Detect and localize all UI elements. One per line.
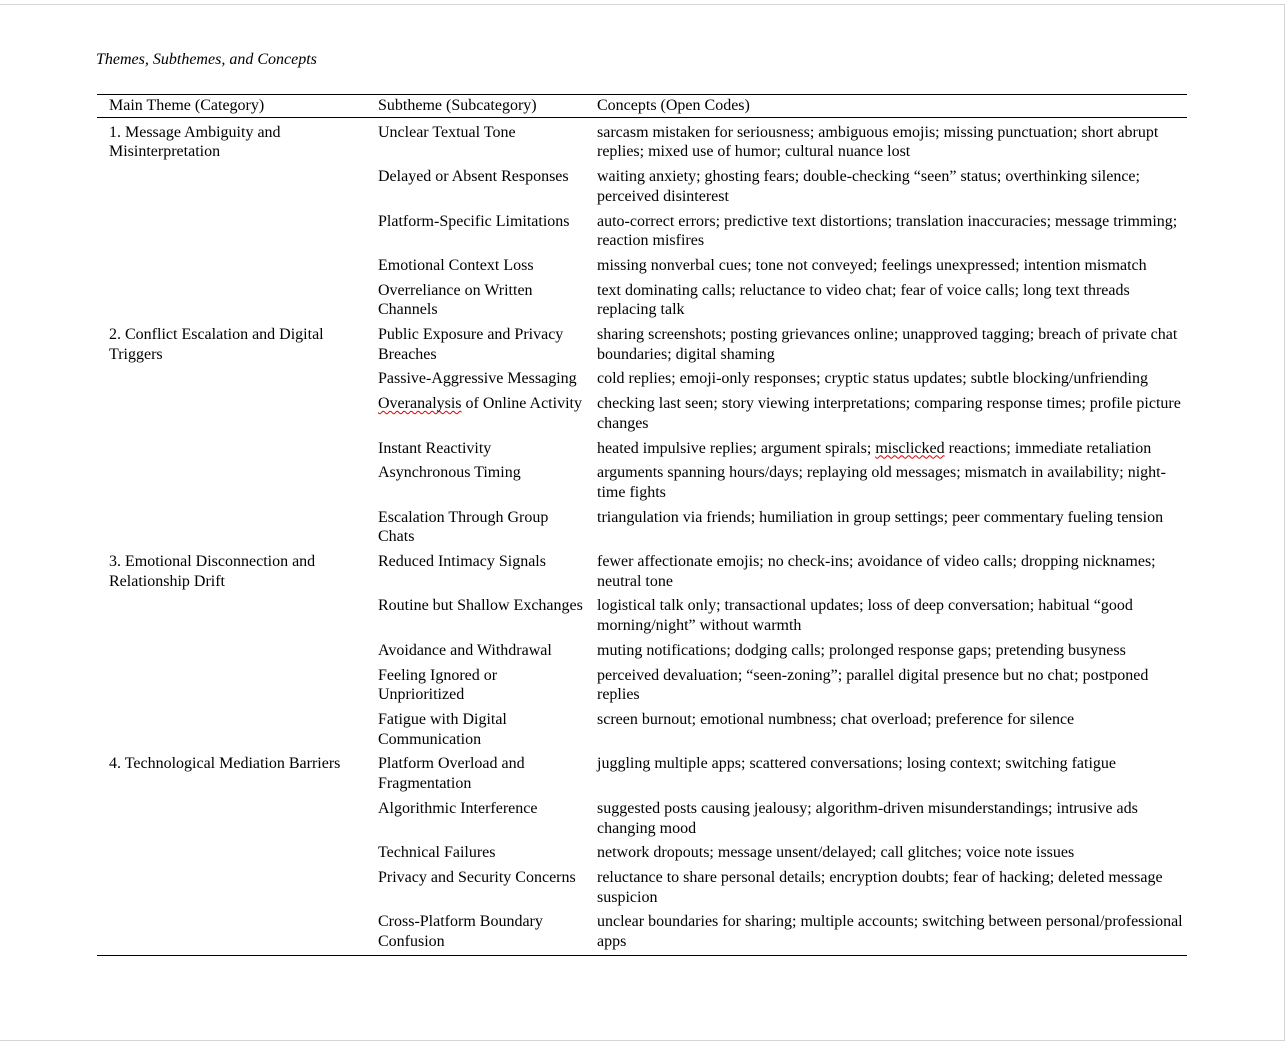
col-header-main-theme: Main Theme (Category) (109, 97, 265, 114)
concepts-cell: suggested posts causing jealousy; algorithm-driven misunderstandings; intrusive ads changing mood (597, 799, 1138, 837)
concepts-cell: cold replies; emoji-only responses; cryptic status updates; subtle blocking/unfriending (597, 370, 1148, 388)
main-theme-cell (97, 907, 366, 955)
concepts-cell: auto-correct errors; predictive text distortions; translation inaccuracies; message trimming; reaction misfires (597, 212, 1178, 250)
misspelled-word: misclicked (875, 439, 945, 457)
main-theme-cell: 4. Technological Mediation Barriers (109, 755, 341, 773)
concepts-cell: missing nonverbal cues; tone not conveyed; feelings unexpressed; intention mismatch (597, 256, 1147, 274)
main-theme-cell: 1. Message Ambiguity and Misinterpretation (109, 123, 281, 161)
subtheme-cell: Instant Reactivity (378, 439, 492, 457)
main-theme-cell (97, 251, 366, 276)
main-theme-cell: 3. Emotional Disconnection and Relationship Drift (109, 553, 316, 590)
table-row (97, 434, 1187, 459)
main-theme-cell (97, 162, 366, 206)
concepts-cell: network dropouts; message unsent/delayed; call glitches; voice note issues (597, 844, 1075, 862)
concepts-cell: sharing screenshots; posting grievances online; unapproved tagging; breach of private chat boundaries; digital shaming (597, 326, 1178, 363)
table-row (97, 162, 1187, 206)
subtheme-cell: Passive-Aggressive Messaging (378, 370, 577, 388)
concepts-cell: checking last seen; story viewing interpretations; comparing response times; profile picture changes (597, 395, 1181, 432)
subtheme-cell: Avoidance and Withdrawal (378, 641, 552, 659)
table-row (97, 389, 1187, 433)
col-header-concepts: Concepts (Open Codes) (597, 97, 750, 114)
subtheme-cell: Platform Overload and Fragmentation (378, 755, 525, 793)
concepts-cell: muting notifications; dodging calls; prolonged response gaps; pretending busyness (597, 641, 1126, 659)
table-row (97, 547, 1187, 591)
concepts-cell: screen burnout; emotional numbness; chat overload; preference for silence (597, 710, 1075, 728)
main-theme-cell (97, 434, 366, 459)
subtheme-cell: Delayed or Absent Responses (378, 168, 569, 186)
subtheme-cell: Escalation Through Group Chats (378, 508, 549, 546)
main-theme-cell (97, 207, 366, 251)
subtheme-cell: Platform-Specific Limitations (378, 212, 570, 230)
document-page (0, 4, 1285, 1041)
concepts-cell: logistical talk only; transactional updates; loss of deep conversation; habitual “good morning/night” without warmth (597, 597, 1133, 635)
subtheme-cell: Reduced Intimacy Signals (378, 553, 546, 571)
table-row (97, 320, 1187, 364)
subtheme-cell: Cross-Platform Boundary Confusion (378, 913, 543, 951)
table-body (97, 117, 1187, 955)
concepts-cell: perceived devaluation; “seen-zoning”; parallel digital presence but no chat; postponed replies (597, 666, 1149, 704)
subtheme-cell: Algorithmic Interference (378, 799, 538, 817)
concepts-cell: sarcasm mistaken for seriousness; ambiguous emojis; missing punctuation; short abrupt replies; mixed use of humor; cultural nuance lost (597, 123, 1159, 161)
main-theme-cell (97, 794, 366, 838)
concepts-cell: triangulation via friends; humiliation in group settings; peer commentary fueling tension (597, 508, 1164, 526)
concepts-cell: waiting anxiety; ghosting fears; double-checking “seen” status; overthinking silence; perceived disinterest (597, 168, 1140, 205)
header-row (97, 95, 1187, 118)
concepts-cell: text dominating calls; reluctance to video chat; fear of voice calls; long text threads replacing talk (597, 281, 1130, 319)
table-row (97, 364, 1187, 389)
subtheme-cell: Emotional Context Loss (378, 256, 534, 274)
concepts-cell: heated impulsive replies; argument spirals; misclicked reactions; immediate retaliation (597, 439, 1152, 457)
subtheme-cell: Asynchronous Timing (378, 464, 521, 482)
table-row (97, 907, 1187, 955)
subtheme-cell: Fatigue with Digital Communication (378, 710, 507, 748)
main-theme-cell (97, 838, 366, 863)
main-theme-cell: 2. Conflict Escalation and Digital Triggers (109, 326, 324, 363)
table-row (97, 503, 1187, 547)
main-theme-cell (97, 364, 366, 389)
concepts-cell: juggling multiple apps; scattered conversations; losing context; switching fatigue (597, 755, 1117, 773)
subtheme-cell: Technical Failures (378, 844, 496, 862)
table-row (97, 276, 1187, 320)
table-row (97, 636, 1187, 661)
table-title: Themes, Subthemes, and Concepts (96, 51, 317, 68)
table-row (97, 458, 1187, 502)
concepts-cell: reluctance to share personal details; encryption doubts; fear of hacking; deleted message suspicion (597, 868, 1163, 906)
table-row (97, 591, 1187, 635)
main-theme-cell (97, 458, 366, 502)
table-row (97, 207, 1187, 251)
main-theme-cell (97, 389, 366, 433)
main-theme-cell (97, 661, 366, 705)
misspelled-word: Overanalysis (378, 395, 462, 413)
subtheme-cell: Routine but Shallow Exchanges (378, 597, 583, 615)
main-theme-cell (97, 503, 366, 547)
main-theme-cell (97, 591, 366, 635)
concepts-cell: arguments spanning hours/days; replaying old messages; mismatch in availability; night-time fights (597, 464, 1166, 501)
col-header-subtheme: Subtheme (Subcategory) (378, 97, 537, 114)
concepts-cell: unclear boundaries for sharing; multiple accounts; switching between personal/professional apps (597, 913, 1183, 951)
table-row (97, 749, 1187, 793)
table-row (97, 117, 1187, 162)
main-theme-cell (97, 705, 366, 749)
table-row (97, 863, 1187, 907)
table-row (97, 251, 1187, 276)
subtheme-cell: Public Exposure and Privacy Breaches (378, 326, 564, 363)
table-row (97, 794, 1187, 838)
main-theme-cell (97, 863, 366, 907)
table-row (97, 705, 1187, 749)
themes-table (97, 94, 1187, 956)
subtheme-cell: Overanalysis of Online Activity (378, 395, 582, 413)
subtheme-cell: Unclear Textual Tone (378, 123, 516, 141)
main-theme-cell (97, 276, 366, 320)
subtheme-cell: Overreliance on Written Channels (378, 281, 533, 319)
table-row (97, 661, 1187, 705)
subtheme-cell: Privacy and Security Concerns (378, 868, 576, 886)
table-row (97, 838, 1187, 863)
subtheme-cell: Feeling Ignored or Unprioritized (378, 666, 498, 704)
concepts-cell: fewer affectionate emojis; no check-ins; avoidance of video calls; dropping nicknames; neutral tone (597, 553, 1156, 590)
main-theme-cell (97, 636, 366, 661)
